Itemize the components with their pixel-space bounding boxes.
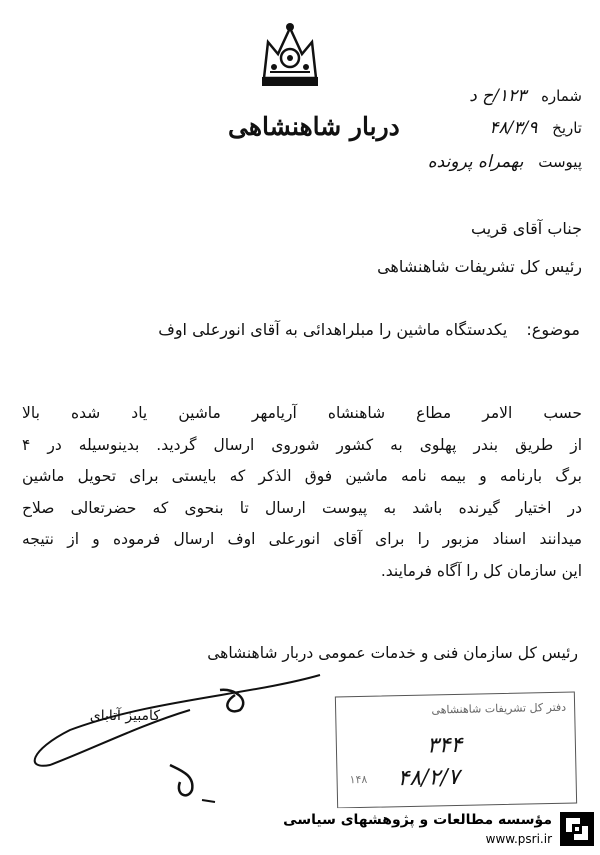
letter-number: [469, 86, 582, 106]
subject-line: [158, 320, 580, 339]
psri-logo-icon: [560, 812, 594, 846]
body-line: برگ بارنامه و بیمه نامه ماشین فوق الذکر که بایستی برای تحویل ماشین: [22, 467, 582, 485]
number-value: ۱۲۳/ح د: [469, 86, 527, 106]
body-line: حسب الامر مطاع شاهنشاه آریامهر ماشین یاد شده بالا: [22, 404, 582, 422]
attachment-label: پیوست: [538, 153, 582, 171]
body-line: این سازمان کل را آگاه فرمایند.: [380, 561, 582, 580]
date-label: تاریخ: [552, 119, 582, 137]
date-value: ۴۸/۳/۹: [489, 118, 538, 138]
handwritten-signature-loop: [20, 670, 350, 820]
letter-attachment: [428, 152, 582, 172]
subject-text: یکدستگاه ماشین را مبلراهدائی به آقای انورعلی اوف: [158, 320, 508, 339]
court-title: دربار شاهنشاهی: [228, 112, 400, 141]
attachment-value: بهمراه پرونده: [427, 152, 524, 172]
subject-label: موضوع:: [526, 320, 580, 339]
recipient-name: جناب آقای قریب: [471, 219, 582, 238]
stamp-handwritten-date: ۴۸/۲/۷: [397, 764, 460, 792]
recipient-title: رئیس کل تشریفات شاهنشاهی: [377, 257, 582, 276]
stamp-handwritten-number: ۳۴۴: [426, 732, 463, 759]
body-line: از طریق بندر پهلوی به کشور شوروی ارسال گردید. بدینوسیله در ۴: [22, 435, 582, 454]
crown-emblem-icon: [258, 20, 322, 90]
footer-institute-name: مؤسسه مطالعات و پژوهشهای سیاسی: [283, 812, 552, 828]
letter-body: [22, 398, 582, 587]
body-line: در اختیار گیرنده باشد به پیوست ارسال تا بنحوی که حضرتعالی صلاح: [22, 498, 582, 517]
body-line: میدانند اسناد مزبور را برای آقای انورعلی اوف ارسال فرموده و از نتیجه: [22, 530, 582, 548]
received-stamp: [335, 691, 577, 808]
letter-date: [489, 118, 582, 138]
number-label: شماره: [541, 87, 582, 105]
signatory-name: کامبیز آتابای: [89, 708, 160, 724]
stamp-header: دفتر کل تشریفات شاهنشاهی: [431, 700, 567, 717]
stamp-printed-code: ۱۴۸: [349, 772, 368, 787]
signatory-role: رئیس کل سازمان فنی و خدمات عمومی دربار شاهنشاهی: [207, 644, 578, 662]
footer-url: www.psri.ir: [485, 832, 552, 846]
